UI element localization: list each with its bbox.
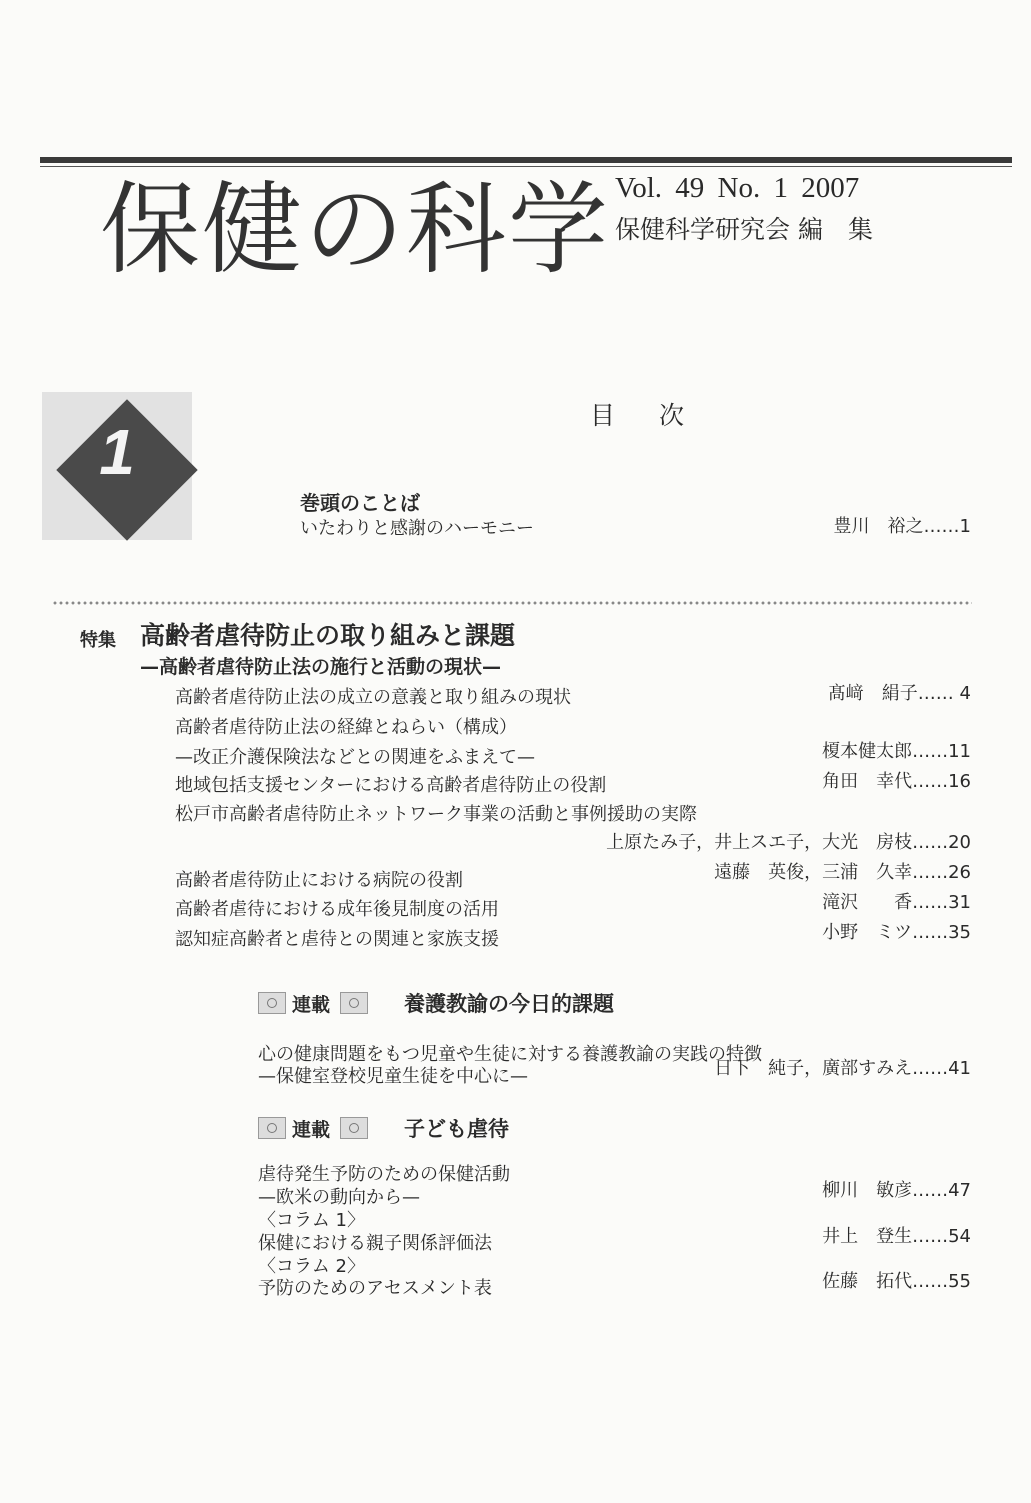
dotted-divider (52, 600, 972, 606)
toc-item-author: 角田 幸代……16 (822, 771, 971, 792)
serial-item-title: 〈コラム 1〉 (258, 1210, 365, 1231)
toc-item-author: 榎本健太郎……11 (822, 741, 971, 762)
toc-item-title: —改正介護保険法などとの関連をふまえて— (175, 747, 535, 768)
tokushu-subtitle: —高齢者虐待防止法の施行と活動の現状— (140, 656, 502, 678)
toc-item-author: 滝沢 香……31 (822, 892, 971, 913)
tokushu-label: 特集 (80, 630, 116, 651)
bullet-box-icon (340, 1117, 368, 1139)
toc-item-title: 高齢者虐待防止における病院の役割 (175, 870, 463, 891)
serial-item-title: —欧米の動向から— (258, 1187, 420, 1208)
kantou-title: いたわりと感謝のハーモニー (300, 518, 534, 539)
volume-line: Vol. 49 No. 1 2007 (615, 172, 860, 204)
toc-item-author: 髙﨑 絹子…… 4 (827, 683, 971, 704)
serial-item-title: 予防のためのアセスメント表 (258, 1278, 492, 1299)
serial-title: 子ども虐待 (404, 1117, 510, 1141)
serial-title: 養護教諭の今日的課題 (404, 992, 615, 1016)
serial-item-author: 佐藤 拓代……55 (822, 1271, 971, 1292)
magazine-title: 保健の科学 (100, 171, 610, 288)
header-rule (40, 157, 1012, 163)
bullet-box-icon (340, 992, 368, 1014)
tokushu-title: 高齢者虐待防止の取り組みと課題 (140, 621, 516, 650)
serial-item-title: 〈コラム 2〉 (258, 1256, 365, 1277)
toc-item-title: 松戸市高齢者虐待防止ネットワーク事業の活動と事例援助の実際 (175, 804, 697, 825)
serial-item-title: 心の健康問題をもつ児童や生徒に対する養護教諭の実践の特徴 (258, 1044, 762, 1065)
issue-number: 1 (99, 416, 135, 488)
serial-item-author: 日下 純子，廣部すみえ……41 (714, 1058, 971, 1079)
serial-label: 連載 (292, 993, 331, 1016)
serial-item-author: 井上 登生……54 (822, 1226, 971, 1247)
serial-label: 連載 (292, 1118, 331, 1141)
toc-item-author: 遠藤 英俊，三浦 久幸……26 (714, 862, 971, 883)
toc-item-author: 上原たみ子，井上スエ子，大光 房枝……20 (606, 832, 971, 853)
toc-item-title: 地域包括支援センターにおける高齢者虐待防止の役割 (175, 775, 607, 796)
kantou-section: 巻頭のことば (300, 491, 420, 515)
bullet-box-icon (258, 992, 286, 1014)
toc-item-author: 小野 ミツ……35 (822, 922, 971, 943)
toc-heading: 目 次 (590, 401, 702, 430)
serial-item-author: 柳川 敏彦……47 (822, 1180, 971, 1201)
serial-header (258, 1113, 509, 1143)
kantou-author: 豊川 裕之……1 (833, 516, 971, 537)
serial-item-subtitle: —保健室登校児童生徒を中心に— (258, 1066, 528, 1087)
serial-header (258, 988, 614, 1018)
toc-item-title: 高齢者虐待防止法の経緯とねらい（構成） (175, 717, 517, 738)
serial-item-title: 保健における親子関係評価法 (258, 1233, 492, 1254)
toc-item-title: 高齢者虐待における成年後見制度の活用 (175, 899, 499, 920)
editor-line: 保健科学研究会 編 集 (615, 215, 873, 244)
bullet-box-icon (258, 1117, 286, 1139)
toc-item-title: 高齢者虐待防止法の成立の意義と取り組みの現状 (175, 687, 571, 708)
serial-item-title: 虐待発生予防のための保健活動 (258, 1164, 510, 1185)
toc-item-title: 認知症高齢者と虐待との関連と家族支援 (175, 929, 499, 950)
header-rule-thin (40, 166, 1012, 167)
